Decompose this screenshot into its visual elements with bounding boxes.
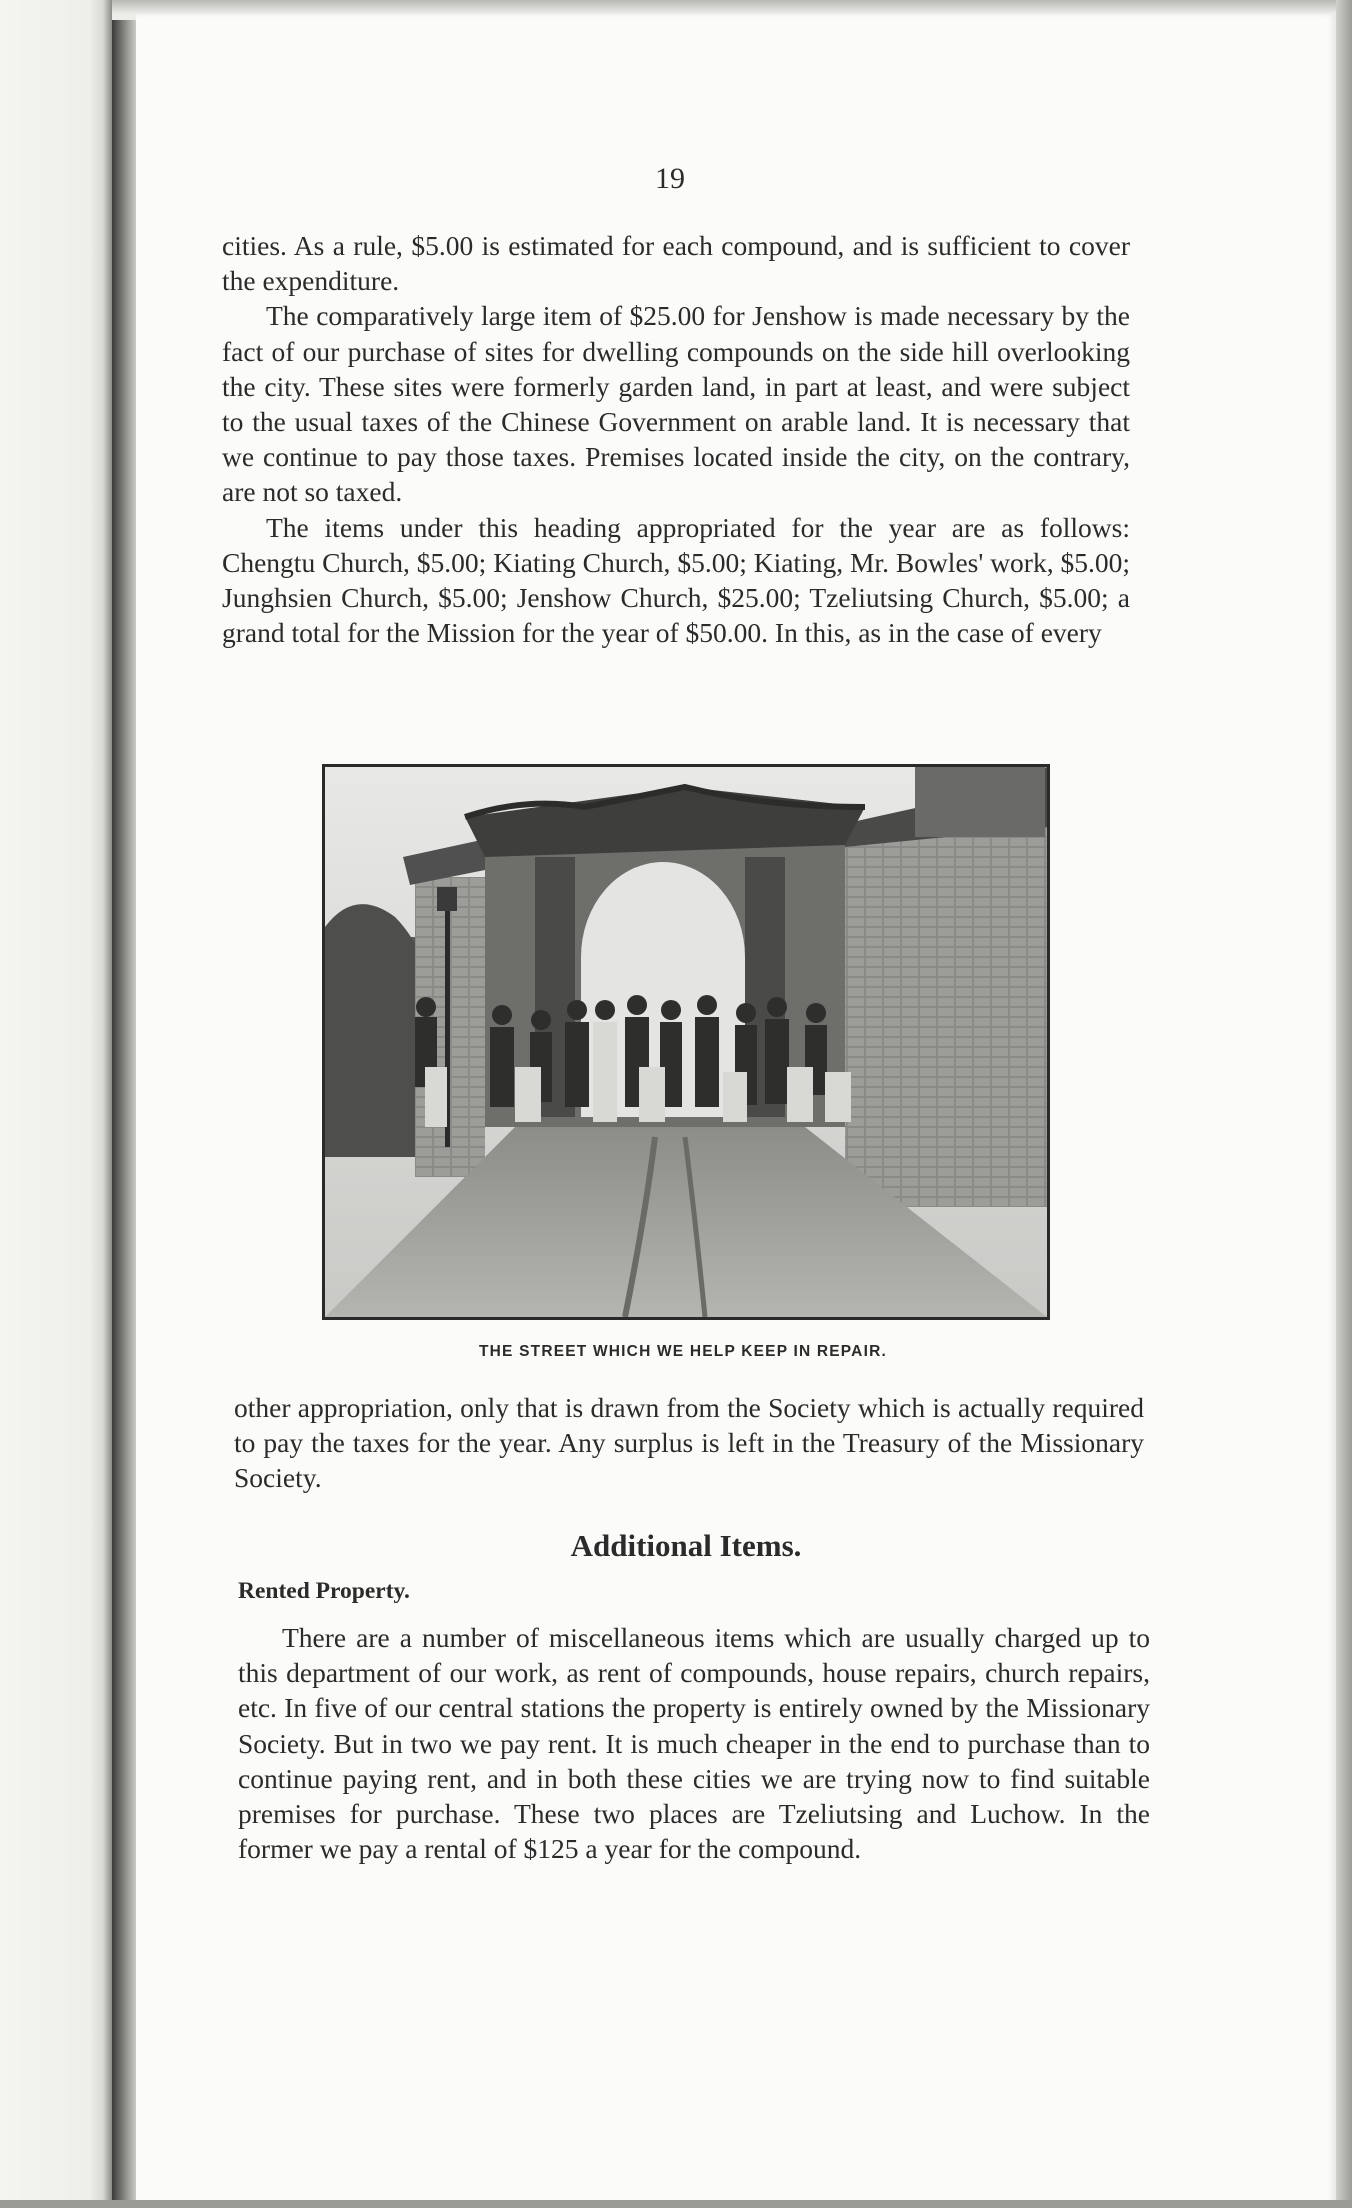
section-subheading: Rented Property. <box>238 1578 410 1604</box>
scan-right-edge <box>1336 0 1352 2208</box>
paragraph: other appropriation, only that is drawn from the Society which is actually required to pay the taxes for the year. Any surplus is left in the Treasury of the Missionary Society. <box>234 1392 1144 1494</box>
paragraph: cities. As a rule, $5.00 is estimated for each compound, and is sufficient to cover the expenditure. <box>222 230 1130 297</box>
page-number: 19 <box>655 162 685 195</box>
figure-caption: THE STREET WHICH WE HELP KEEP IN REPAIR. <box>479 1343 887 1360</box>
section-heading: Additional Items. <box>570 1528 802 1563</box>
paragraph: There are a number of miscellaneous items which are usually charged up to this department of our work, as rent of compounds, house repairs, church repairs, etc. In five of our central stations the property is entirely owned by the Missionary Society. But in two we pay rent. It is much cheaper in the end to purchase than to continue paying rent, and in both these cities we are trying now to find suitable premises for purchase. These two places are Tzeliutsing and Luchow. In the former we pay a rental of $125 a year for the compound. <box>238 1622 1150 1865</box>
middle-text-block <box>234 1390 1144 1496</box>
scan-top-edge <box>0 0 1352 14</box>
top-text-block <box>222 228 1130 650</box>
street-photograph-image <box>325 767 1047 1317</box>
scan-bottom-edge <box>0 2200 1352 2208</box>
paragraph: The items under this heading appropriated for the year are as follows: Chengtu Church, $5.00; Kiating Church, $5.00; Kiating, Mr. Bowles' work, $5.00; Junghsien Church, $5.00; Jenshow Church, $25.00; Tzeliutsing Church, $5.00; a grand total for the Mission for the year of $50.00. In this, as in the case of every <box>222 511 1130 649</box>
street-photograph <box>322 764 1050 1320</box>
book-gutter <box>112 20 138 2200</box>
previous-page-edge <box>0 0 112 2208</box>
bottom-text-block <box>238 1620 1150 1866</box>
paragraph: The comparatively large item of $25.00 for Jenshow is made necessary by the fact of our purchase of sites for dwelling compounds on the side hill overlooking the city. These sites were formerly garden land, in part at least, and were subject to the usual taxes of the Chinese Government on arable land. It is necessary that we continue to pay those taxes. Premises located inside the city, on the contrary, are not so taxed. <box>222 300 1130 508</box>
